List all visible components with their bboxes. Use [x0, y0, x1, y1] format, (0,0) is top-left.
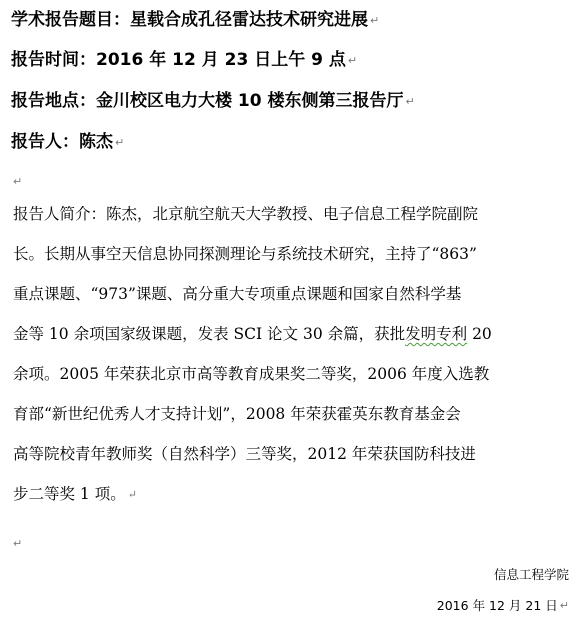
bio-line: 重点课题、“973”课题、高分重大专项重点课题和国家自然科学基 [13, 285, 462, 303]
spelling-underline: 发明专利 [405, 325, 468, 343]
paragraph-mark-icon: ↵ [115, 136, 125, 149]
bio-line: 育部“新世纪优秀人才支持计划”，2008 年荣获霍英东教育基金会 [13, 405, 461, 423]
footer-org [494, 567, 569, 583]
bio-line: 报告人简介：陈杰，北京航空航天大学教授、电子信息工程学院副院 [13, 205, 479, 223]
report-title-text: 学术报告题目：星载合成孔径雷达技术研究进展 [11, 10, 368, 30]
empty-paragraph [11, 175, 22, 190]
footer-date [437, 598, 569, 614]
footer-date-text: 2016 年 12 月 21 日 [436, 598, 558, 613]
paragraph-mark-icon: ↵ [127, 488, 137, 501]
footer-org-text: 信息工程学院 [493, 567, 569, 582]
paragraph-mark-icon: ↵ [559, 599, 569, 612]
report-time-text: 报告时间：2016 年 12 月 23 日上午 9 点 [11, 50, 346, 70]
report-place-line [11, 90, 415, 113]
report-speaker-line [11, 131, 124, 154]
report-place-text: 报告地点：金川校区电力大楼 10 楼东侧第三报告厅 [11, 91, 404, 111]
paragraph-mark-icon: ↵ [13, 175, 23, 188]
report-title-line [11, 9, 379, 32]
bio-line [13, 482, 137, 506]
bio-text: 20 [467, 325, 492, 343]
bio-line: 长。长期从事空天信息协同探测理论与系统技术研究，主持了“863” [13, 245, 477, 263]
paragraph-mark-icon: ↵ [370, 14, 380, 27]
paragraph-mark-icon: ↵ [13, 537, 23, 550]
empty-paragraph [11, 537, 22, 552]
bio-line: 余项。2005 年荣获北京市高等教育成果奖二等奖，2006 年度入选教 [13, 365, 490, 383]
report-time-line [11, 49, 357, 72]
paragraph-mark-icon: ↵ [405, 95, 415, 108]
paragraph-mark-icon: ↵ [347, 54, 358, 67]
bio-line [13, 322, 492, 346]
bio-text: 步二等奖 1 项。 [13, 485, 126, 503]
bio-line: 高等院校青年教师奖（自然科学）三等奖，2012 年荣获国防科技进 [13, 445, 476, 463]
report-speaker-text: 报告人：陈杰 [11, 132, 113, 152]
bio-text: 金等 10 余项国家级课题，发表 SCI 论文 30 余篇，获批 [13, 325, 406, 343]
